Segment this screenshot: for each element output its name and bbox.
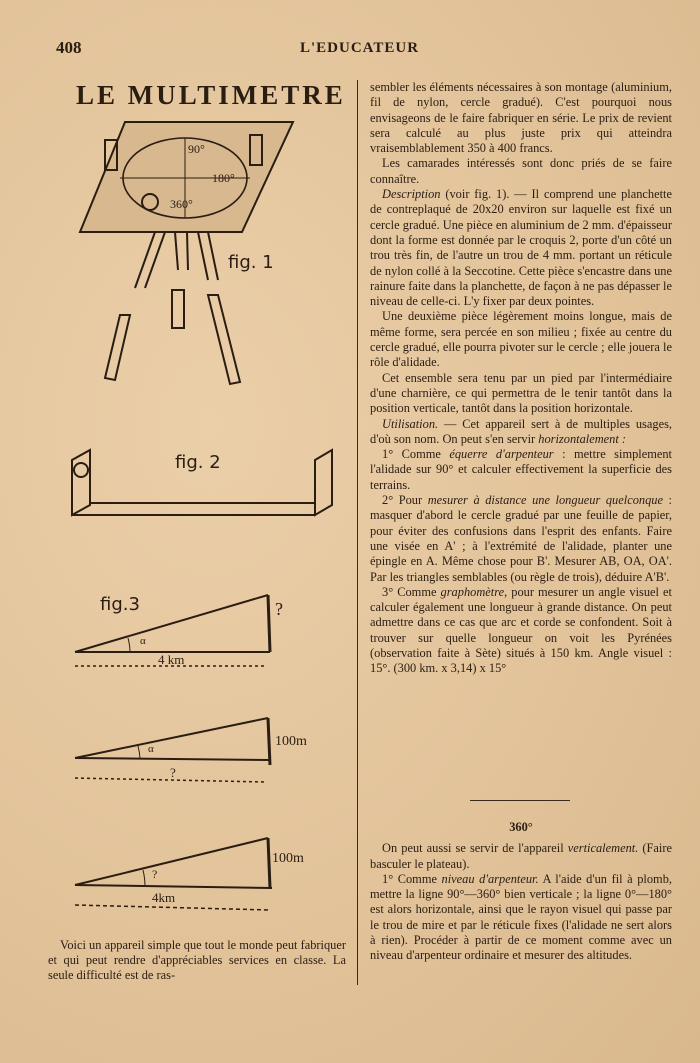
- italic-lead: Utilisation.: [382, 416, 439, 431]
- italic-text: horizontalement :: [538, 431, 627, 446]
- paragraph: [370, 187, 672, 309]
- fig1-label: fig. 1: [228, 252, 274, 273]
- fig3-label: fig.3: [100, 594, 140, 615]
- paragraph-text: : masquer d'abord le cercle gradué par: [370, 493, 673, 523]
- article-title: LE MULTIMETRE: [76, 80, 346, 110]
- italic-lead: Description: [382, 187, 441, 202]
- column-divider: [357, 80, 358, 985]
- italic-text: graphomètre: [440, 584, 505, 599]
- paragraph: [370, 841, 672, 872]
- right-column: [370, 80, 672, 677]
- fig3b-side-label: 100m: [275, 734, 307, 749]
- figures-area: [60, 110, 350, 930]
- fig3a-base-label: 4 km: [158, 652, 185, 667]
- left-caption: Voici un appareil simple que tout le monde peut fabriquer et qui peut rendre d'appréciables services en classe. La seule difficulté est de ras-: [48, 938, 346, 982]
- italic-text: niveau d'arpenteur.: [441, 871, 539, 886]
- page-number: 408: [56, 38, 82, 57]
- italic-text: mesurer à distance une longueur quelconque: [427, 493, 663, 508]
- section-heading: 360°: [509, 820, 533, 834]
- fig3c-angle: ?: [152, 867, 158, 881]
- fig1-angle-180: 180°: [212, 171, 235, 185]
- fig1-angle-360: 360°: [170, 197, 193, 211]
- paragraph-text: une feuille de papier, pour éviter des confusions dans l'esprit des enfants. Faire une visée en A' ; à l'extrémité de l'alidade, planter une épingle en A. Même chose pour B'. Mesurer AB, OA, OA'. Par les triangles semblables (ou règle de trois), déduire A'B'.: [370, 508, 672, 584]
- section-separator: [470, 800, 570, 801]
- paragraph-text: , pour mesurer un angle visuel et calculer également une longueur à grande distance. On peut admettre dans ce cas que arc et corde se confondent. Soit à trouver sur quelle longueur on voit les Pyrénées (observation faite à Sète) situés à 150 km. Angle visuel : 15°. (300 km. x 3,14) x 15°: [370, 584, 672, 676]
- paragraph-text: On peut aussi se servir de l'appareil: [382, 841, 568, 856]
- paragraph: [370, 417, 672, 448]
- paragraph: Une deuxième pièce légèrement moins longue, mais de même forme, sera percée en son milieu ; fixée au centre du cercle gradué, elle pourra pivoter sur le cercle ; elle jouera le rôle d'alidade.: [370, 309, 672, 370]
- paragraph: [370, 872, 672, 964]
- fig1-angle-90: 90°: [188, 142, 205, 156]
- fig3b-angle: α: [148, 743, 154, 755]
- fig3c-side-label: 100m: [272, 851, 304, 866]
- paragraph-text: — Cet appareil sert à de multiples usages, d'où son nom. On peut s'en servir: [370, 416, 672, 446]
- fig3c-base-label: 4km: [152, 890, 176, 905]
- running-head: L'EDUCATEUR: [300, 40, 420, 56]
- paragraph: Les camarades intéressés sont donc priés de se faire connaître.: [370, 156, 672, 186]
- fig2-label: fig. 2: [175, 452, 221, 473]
- italic-text: équerre d'arpenteur: [449, 447, 554, 462]
- paragraph: [370, 585, 672, 677]
- paragraph-text: A l'aide d'un fil à plomb, mettre la ligne 90°—360° bien verticale ; la ligne 0°—180° est alors horizontale, ainsi que le rayon visuel qui passe par le trou de mire et par le réticule fixes (l'alidade ne sert alors à rien). Procéder à partir de ce moment comme avec un niveau d'arpenteur ordinaire et mesurer des altitudes.: [370, 871, 672, 963]
- paragraph-text: : mettre simplement l'alidade sur 90° et calculer effectivement la superficie des terrains.: [370, 447, 672, 492]
- paragraph-text: (voir fig. 1). — Il comprend une planchette de contreplaqué de 20x20 environ sur laquelle est fixé un cercle gradué. Une pièce en aluminium de 2 mm. d'épaisseur dont la forme est donnée par le croquis 2, porte d'un côté un trou très fin, de l'autre un trou de 4 mm. portant un réticule de nylon collé à la Seccotine. Cette pièce s'encastre dans une rainure faite dans la planchette, de façon à ne pas dépasser le niveau de celle-ci. L'y fixer par deux pointes.: [370, 187, 672, 309]
- figures-drawing: [60, 110, 350, 930]
- paragraph-text: 3° Comme: [382, 584, 441, 599]
- italic-text: verticalement.: [567, 841, 639, 856]
- paragraph-text: 2° Pour: [382, 493, 428, 508]
- fig3b-base-label: ?: [170, 765, 176, 780]
- paragraph: Cet ensemble sera tenu par un pied par l'intermédiaire d'une charnière, ce qui permettra de le tenir tantôt dans la position verticale, tantôt dans la position horizontale.: [370, 370, 672, 416]
- paragraph-text: 1° Comme: [382, 447, 450, 462]
- paragraph: [370, 493, 672, 585]
- paragraph-text: (Faire basculer le plateau).: [370, 841, 672, 871]
- paragraph: sembler les éléments nécessaires à son montage (aluminium, fil de nylon, cercle gradué). C'est pourquoi nous envisageons de le faire fabriquer en série. Le prix de revient sera calculé au plus juste prix qui atteindra vraisemblablement 350 à 400 francs.: [370, 80, 672, 156]
- fig3a-angle: α: [140, 635, 146, 647]
- paragraph-text: 1° Comme: [382, 871, 442, 886]
- fig3a-side-label: ?: [275, 599, 283, 619]
- section-verticale: [370, 820, 672, 964]
- paragraph: [370, 447, 672, 493]
